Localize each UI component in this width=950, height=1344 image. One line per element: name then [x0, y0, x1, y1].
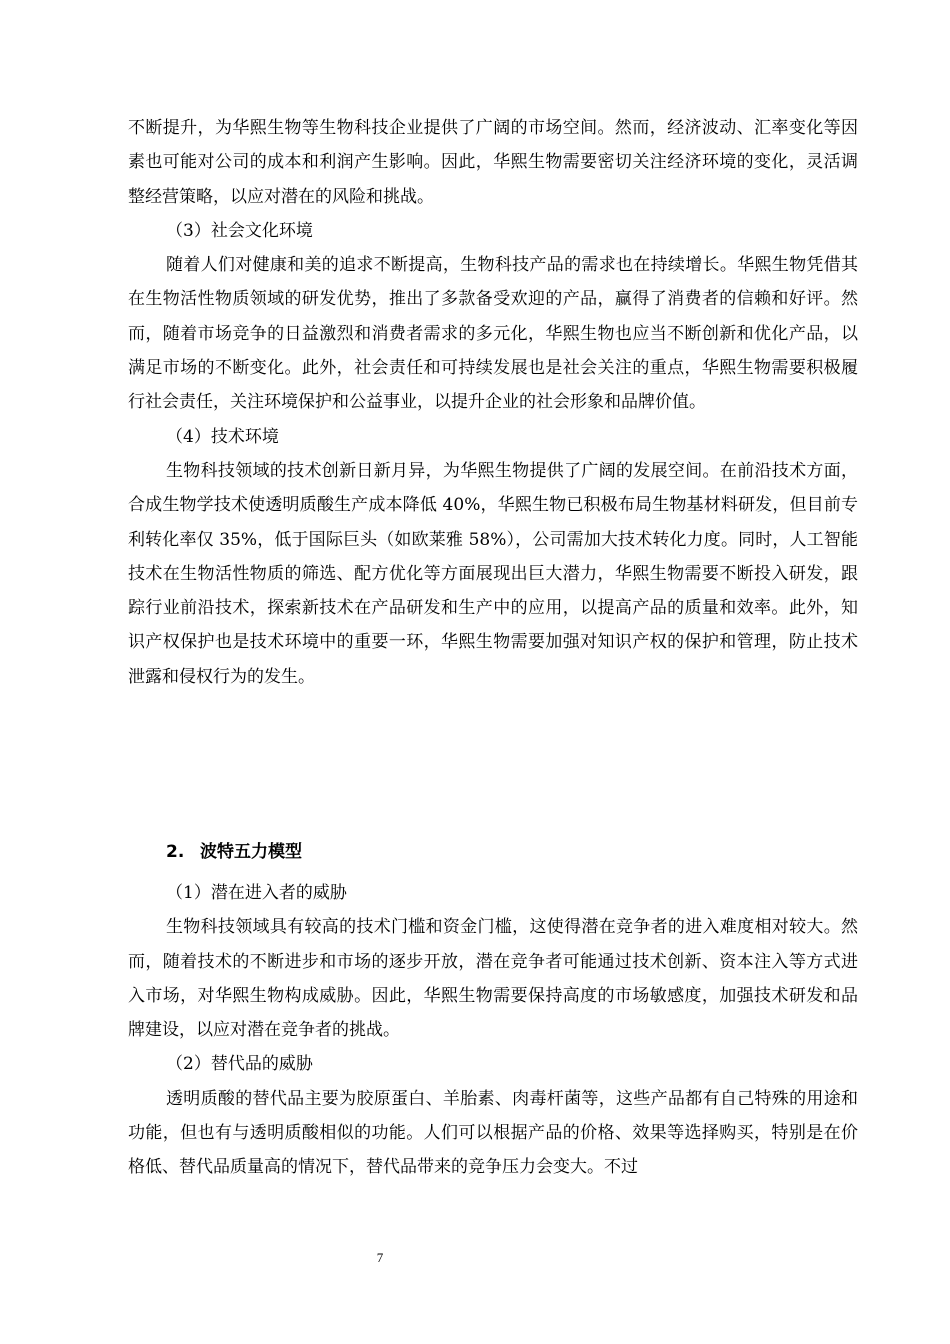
section-number: 2.: [166, 842, 185, 862]
subheading-social-culture: （3）社会文化环境: [166, 220, 313, 241]
text-block-top: [128, 111, 858, 694]
paragraph-social-culture: 随着人们对健康和美的追求不断提高，生物科技产品的需求也在持续增长。华熙生物凭借其在生物活性物质领域的研发优势，推出了多款备受欢迎的产品，赢得了消费者的信赖和好评。然而，随着市场竞争的日益激烈和消费者需求的多元化，华熙生物也应当不断创新和优化产品，以满足市场的不断变化。此外，社会责任和可持续发展也是社会关注的重点，华熙生物需要积极履行社会责任，关注环境保护和公益事业，以提升企业的社会形象和品牌价值。: [128, 255, 858, 413]
paragraph-substitutes: 透明质酸的替代品主要为胶原蛋白、羊胎素、肉毒杆菌等，这些产品都有自己特殊的用途和功能，但也有与透明质酸相似的功能。人们可以根据产品的价格、效果等选择购买，特别是在价格低、替代品质量高的情况下，替代品带来的竞争压力会变大。不过: [128, 1088, 858, 1178]
paragraph-economic-continuation: 不断提升，为华熙生物等生物科技企业提供了广阔的市场空间。然而，经济波动、汇率变化等因素也可能对公司的成本和利润产生影响。因此，华熙生物需要密切关注经济环境的变化，灵活调整经营策略，以应对潜在的风险和挑战。: [128, 118, 858, 207]
section-title: 波特五力模型: [200, 842, 302, 862]
text-block-five-forces: [128, 835, 858, 869]
subheading-substitutes: （2）替代品的威胁: [166, 1054, 313, 1075]
section-heading-five-forces: [128, 835, 858, 869]
subheading-potential-entrants: （1）潜在进入者的威胁: [166, 883, 347, 903]
text-block-bottom: [128, 876, 858, 1185]
page-number: 7: [376, 1250, 384, 1265]
paragraph-technology: 生物科技领域的技术创新日新月异，为华熙生物提供了广阔的发展空间。在前沿技术方面，合成生物学技术使透明质酸生产成本降低 40%，华熙生物已积极布局生物基材料研发，但目前专利转化率仅 35%，低于国际巨头（如欧莱雅 58%），公司需加大技术转化力度。同时，人工智能技术在生物活性物质的筛选、配方优化等方面展现出巨大潜力，华熙生物需要不断投入研发，跟踪行业前沿技术，探索新技术在产品研发和生产中的应用，以提高产品的质量和效率。此外，知识产权保护也是技术环境中的重要一环，华熙生物需要加强对知识产权的保护和管理，防止技术泄露和侵权行为的发生。: [128, 460, 858, 687]
paragraph-potential-entrants: 生物科技领域具有较高的技术门槛和资金门槛，这使得潜在竞争者的进入难度相对较大。然而，随着技术的不断进步和市场的逐步开放，潜在竞争者可能通过技术创新、资本注入等方式进入市场，对华熙生物构成威胁。因此，华熙生物需要保持高度的市场敏感度，加强技术研发和品牌建设，以应对潜在竞争者的挑战。: [128, 917, 858, 1041]
subheading-technology: （4）技术环境: [166, 426, 279, 447]
